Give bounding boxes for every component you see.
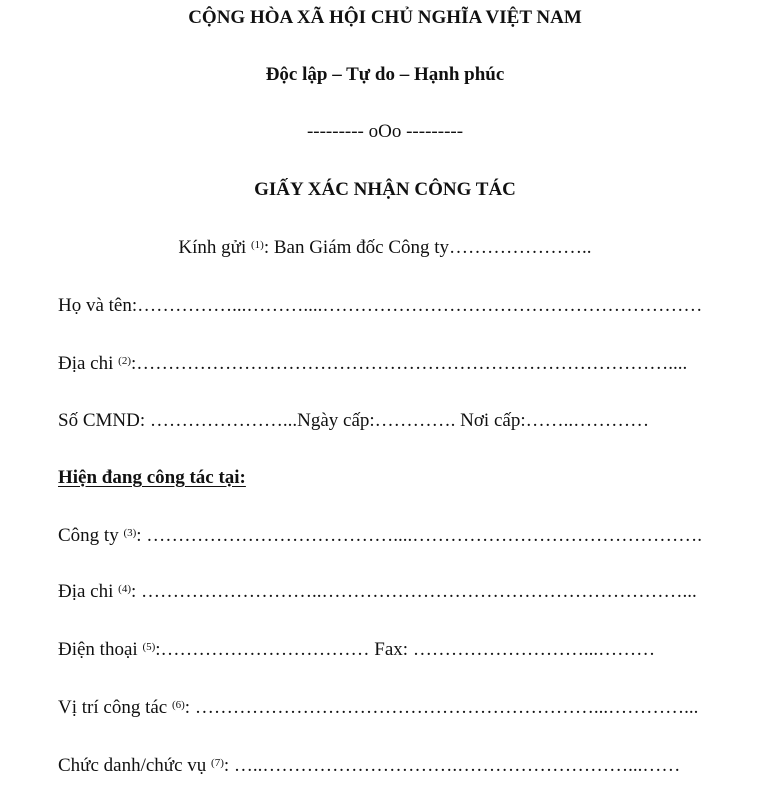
footnote-marker: (3) [123, 527, 137, 539]
field-label: Địa chi [58, 353, 119, 374]
field-company [58, 524, 702, 548]
fill-in-blank[interactable]: :…………………………… Fax: ………………………...……… [155, 639, 656, 660]
recipient-label: Kính gửi [178, 237, 251, 258]
recipient-text: : Ban Giám đốc Công ty………………….. [263, 237, 592, 258]
footnote-marker: (6) [171, 699, 185, 711]
section-heading-workplace: Hiện đang công tác tại: [58, 467, 246, 488]
field-full-name [58, 294, 702, 318]
recipient-line [0, 236, 770, 260]
field-label: Họ và tên: [58, 295, 138, 316]
fill-in-blank[interactable]: : ………………………………………………………...…………... [184, 697, 699, 718]
document-title: GIẤY XÁC NHẬN CÔNG TÁC [254, 179, 516, 200]
field-label: Chức danh/chức vụ [58, 755, 212, 776]
field-label: Địa chi [58, 581, 119, 602]
footnote-marker: (1) [251, 239, 264, 251]
footnote-marker: (7) [211, 757, 224, 769]
fill-in-blank[interactable]: : …..………………………….………………………...…… [223, 755, 681, 776]
field-address [58, 352, 687, 376]
field-job-title [58, 754, 680, 778]
field-label: Vị trí công tác [58, 697, 172, 718]
fill-in-blank[interactable]: : …………………………………....………………………………………. [136, 525, 703, 546]
field-id-number [58, 409, 649, 433]
field-label: Điện thoại [58, 639, 143, 660]
field-phone-fax [58, 638, 655, 662]
footnote-marker: (2) [118, 355, 131, 367]
fill-in-blank[interactable]: …………………...Ngày cấp:…………. Nơi cấp:……..………… [149, 410, 650, 431]
fill-in-blank[interactable]: : ………………………..…………………………………………………... [130, 581, 697, 602]
separator-line: --------- oOo --------- [306, 121, 464, 142]
national-motto: Độc lập – Tự do – Hạnh phúc [265, 64, 505, 85]
field-company-address [58, 580, 697, 604]
field-position [58, 696, 698, 720]
field-label: Số CMND: [58, 410, 150, 431]
footnote-marker: (4) [118, 583, 131, 595]
fill-in-blank[interactable]: ……………...………....…………………………………………………… [137, 295, 703, 316]
footnote-marker: (5) [142, 641, 156, 653]
fill-in-blank[interactable]: :………………………………………………………………………….... [130, 353, 688, 374]
national-title: CỘNG HÒA XÃ HỘI CHỦ NGHĨA VIỆT NAM [188, 7, 582, 28]
field-label: Công ty [58, 525, 124, 546]
